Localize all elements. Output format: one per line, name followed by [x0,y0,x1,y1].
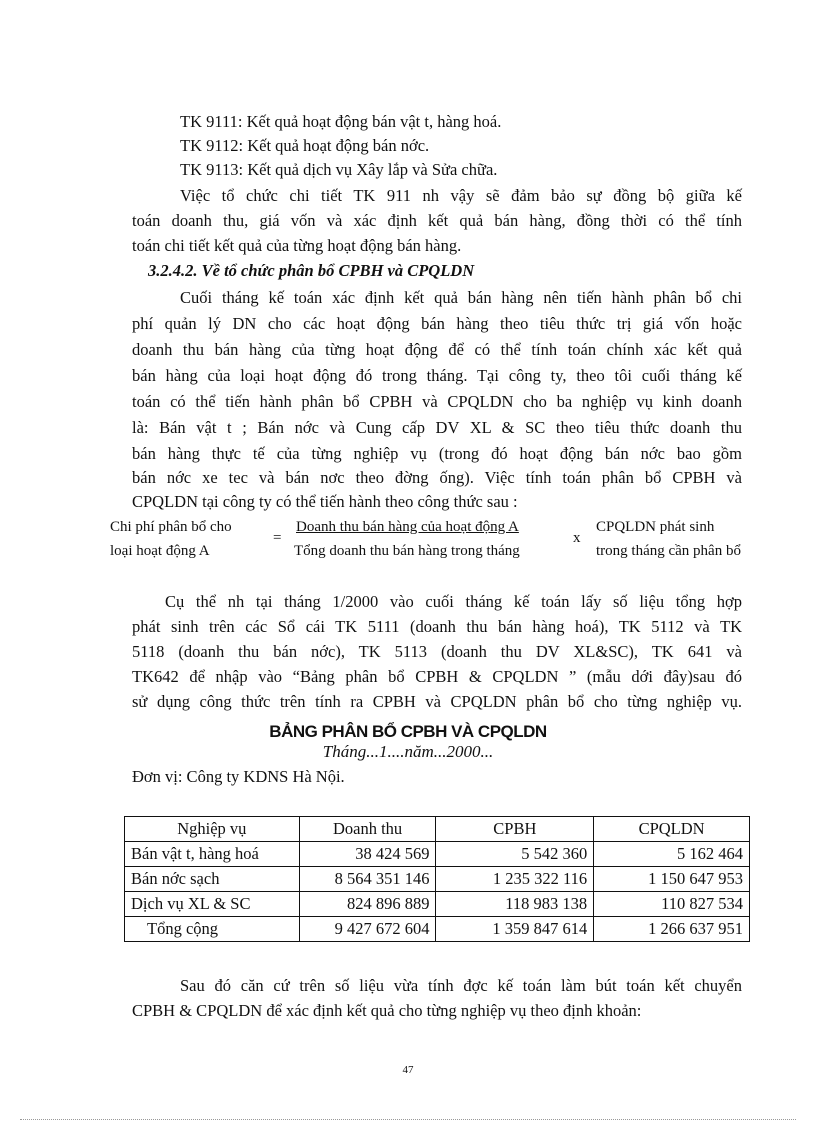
para2-line-4: bán hàng của loại hoạt động đó trong tháng. Tại công ty, theo tôi cuối tháng kế [132,366,742,385]
para2-line-8: bán nớc xe tec và bán nơc theo đờng ống). Việc tính toán phân bổ CPBH và [132,468,742,487]
row-doanh-thu: 9 427 672 604 [299,917,436,942]
row-cpqldn: 1 150 647 953 [594,867,750,892]
para2-line-3: doanh thu bán hàng của từng hoạt động để có thể tính toán chính xác kết quả [132,340,742,359]
formula-right-top: CPQLDN phát sinh [596,519,715,535]
page-number: 47 [402,1064,414,1076]
table-total-row [125,917,750,942]
para1-line-1: Việc tổ chức chi tiết TK 911 nh vậy sẽ đảm bảo sự đồng bộ giữa kế [180,186,742,205]
section-heading: 3.2.4.2. Về tổ chức phân bổ CPBH và CPQLDN [148,261,475,280]
formula-right-bottom: trong tháng cần phân bổ [596,543,741,559]
formula-equals: = [273,530,282,546]
row-cpbh: 118 983 138 [436,892,594,917]
table-row [125,892,750,917]
row-label: Bán nớc sạch [125,867,300,892]
formula-numerator: Doanh thu bán hàng của hoạt động A [296,519,519,535]
footer-divider [20,1119,796,1120]
row-cpqldn: 1 266 637 951 [594,917,750,942]
header-cpbh: CPBH [436,817,594,842]
para1-line-3: toán chi tiết kết quả của từng hoạt động bán hàng. [132,236,462,255]
para2-line-5: toán có thể tiến hành phân bổ CPBH và CPQLDN cho ba nghiệp vụ kinh doanh [132,392,742,411]
table-title: BẢNG PHÂN BỔ CPBH VÀ CPQLDN [269,722,547,741]
para2-line-7: bán hàng thực tế của từng nghiệp vụ (trong đó hoạt động bán nớc bao gồm [132,444,742,463]
formula-times: x [573,530,581,546]
intro-line-3: TK 9113: Kết quả dịch vụ Xây lắp và Sửa chữa. [180,160,498,179]
para3-line-1: Cụ thể nh tại tháng 1/2000 vào cuối tháng kế toán lấy số liệu tổng hợp [165,592,742,611]
para3-line-2: phát sinh trên các Sổ cái TK 5111 (doanh thu bán hàng hoá), TK 5112 và TK [132,617,742,636]
row-doanh-thu: 824 896 889 [299,892,436,917]
row-cpbh: 1 359 847 614 [436,917,594,942]
header-nghiep-vu: Nghiệp vụ [125,817,300,842]
table-header-row [125,817,750,842]
header-doanh-thu: Doanh thu [299,817,436,842]
para3-line-3: 5118 (doanh thu bán nớc), TK 5113 (doanh thu DV XL&SC), TK 641 và [132,642,742,661]
formula-left-top: Chi phí phân bổ cho [110,519,232,535]
formula-left-bottom: loại hoạt động A [110,543,210,559]
row-cpbh: 5 542 360 [436,842,594,867]
table-row [125,867,750,892]
table-row [125,842,750,867]
row-doanh-thu: 38 424 569 [299,842,436,867]
row-label: Bán vật t, hàng hoá [125,842,300,867]
row-doanh-thu: 8 564 351 146 [299,867,436,892]
row-cpbh: 1 235 322 116 [436,867,594,892]
para4-line-1: Sau đó căn cứ trên số liệu vừa tính đợc kế toán làm bút toán kết chuyển [180,976,742,995]
row-cpqldn: 110 827 534 [594,892,750,917]
intro-line-2: TK 9112: Kết quả hoạt động bán nớc. [180,136,430,155]
row-label: Tổng cộng [125,917,300,942]
row-label: Dịch vụ XL & SC [125,892,300,917]
formula-denominator: Tổng doanh thu bán hàng trong tháng [294,543,520,559]
header-cpqldn: CPQLDN [594,817,750,842]
allocation-table [124,816,750,942]
unit-line: Đơn vị: Công ty KDNS Hà Nội. [132,767,345,786]
para4-line-2: CPBH & CPQLDN để xác định kết quả cho từng nghiệp vụ theo định khoản: [132,1001,642,1020]
para2-line-6: là: Bán vật t ; Bán nớc và Cung cấp DV XL & SC theo tiêu thức doanh thu [132,418,742,437]
row-cpqldn: 5 162 464 [594,842,750,867]
intro-line-1: TK 9111: Kết quả hoạt động bán vật t, hàng hoá. [180,112,502,131]
para2-line-9: CPQLDN tại công ty có thể tiến hành theo công thức sau : [132,492,518,511]
para3-line-5: sử dụng công thức trên tính ra CPBH và CPQLDN phân bổ cho từng nghiệp vụ. [132,692,742,711]
para2-line-2: phí quản lý DN cho các hoạt động bán hàng theo tiêu thức trị giá vốn hoặc [132,314,742,333]
para1-line-2: toán doanh thu, giá vốn và xác định kết quả bán hàng, đồng thời có thể tính [132,211,742,230]
para2-line-1: Cuối tháng kế toán xác định kết quả bán hàng nên tiến hành phân bổ chi [180,288,742,307]
para3-line-4: TK642 để nhập vào “Bảng phân bổ CPBH & CPQLDN ” (mẫu dới đây)sau đó [132,667,742,686]
table-subtitle: Tháng...1....năm...2000... [322,742,494,761]
